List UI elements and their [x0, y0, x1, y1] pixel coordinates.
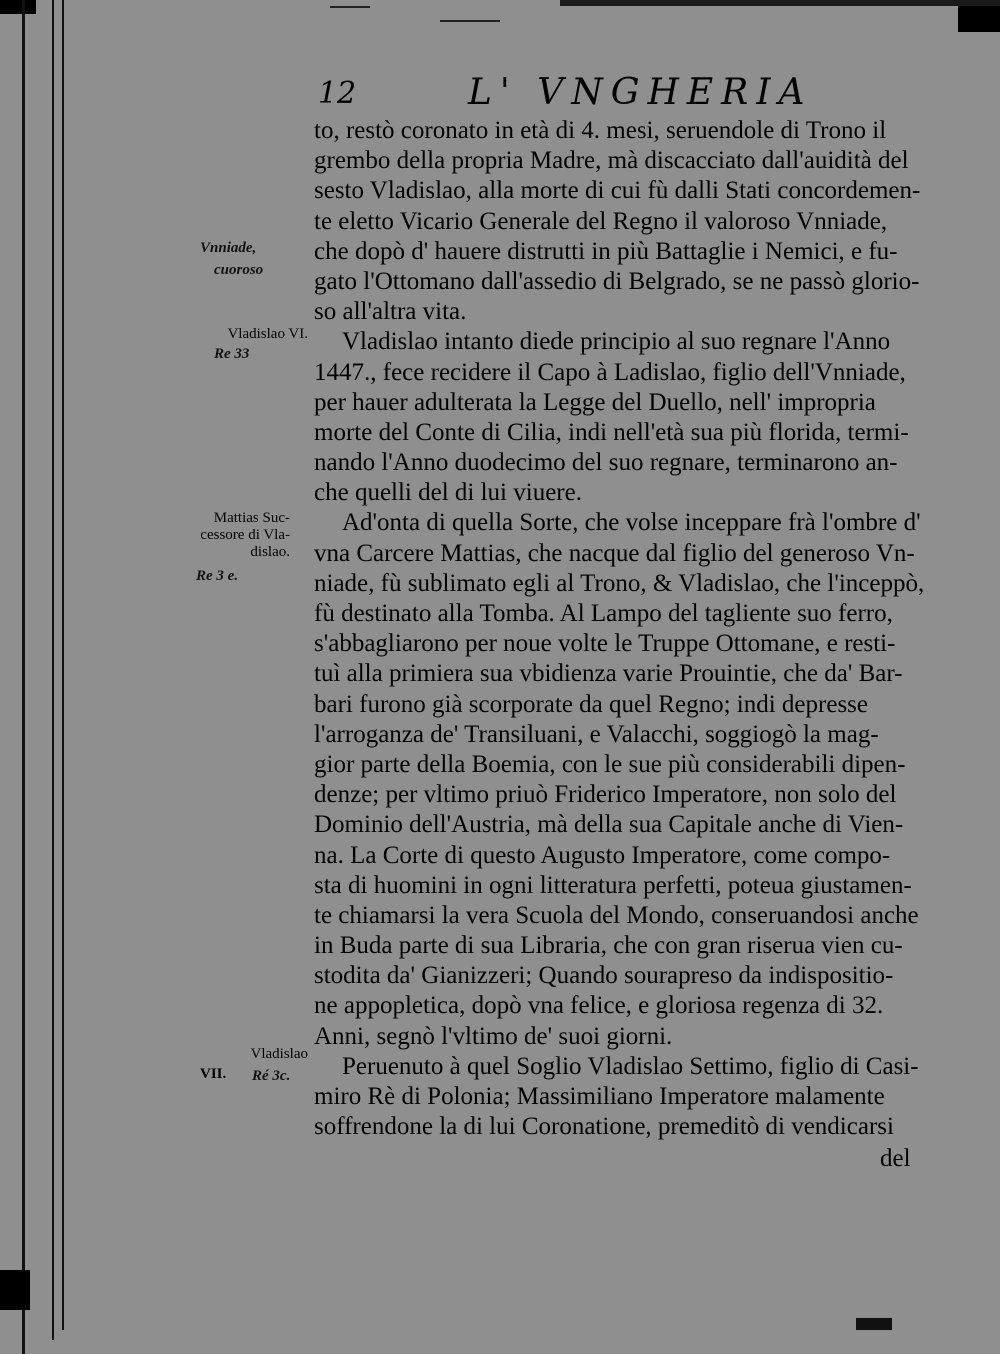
text-line: sesto Vladislao, alla morte di cui fù dalli Stati concordemen-	[314, 177, 921, 205]
text-line: Vladislao intanto diede principio al suo regnare l'Anno	[342, 328, 891, 356]
text-line: s'abbagliarono per noue volte le Truppe Ottomane, e resti-	[314, 630, 896, 658]
text-line: l'arroganza de' Transiluani, e Valacchi, soggiogò la mag-	[314, 720, 879, 748]
scan-top-edge	[560, 0, 1000, 32]
page-header	[310, 72, 830, 116]
margin-note-vladislao-vii-numeral: VII.	[200, 1066, 227, 1082]
margin-note-vladislao-vi: Vladislao VI.	[227, 326, 308, 342]
text-line: bari furono già scorporate da quel Regno; indi depresse	[314, 690, 868, 718]
text-line: Dominio dell'Austria, mà della sua Capitale anche di Vien-	[314, 811, 904, 839]
binding-line	[52, 0, 54, 1340]
text-line: che quelli del di lui viuere.	[314, 479, 582, 507]
scan-dash	[440, 20, 500, 22]
scan-bottom-mark	[856, 1318, 892, 1330]
text-line: te eletto Vicario Generale del Regno il valoroso Vnniade,	[314, 207, 888, 235]
page-binding	[0, 0, 80, 1354]
text-line: Peruenuto à quel Soglio Vladislao Settimo, figlio di Casi-	[342, 1052, 919, 1080]
handwritten-note: Ré 3c.	[252, 1068, 291, 1084]
text-line: fù destinato alla Tomba. Al Lampo del tagliente suo ferro,	[314, 600, 893, 627]
text-line: 1447., fece recidere il Capo à Ladislao, figlio dell'Vnniade,	[314, 358, 906, 386]
text-line: vna Carcere Mattias, che nacque dal figlio del generoso Vn-	[314, 539, 915, 567]
text-line: tuì alla primiera sua vbidienza varie Prouintie, che da' Bar-	[314, 660, 903, 688]
text-line: stodita da' Gianizzeri; Quando sourapreso da indispositio-	[314, 962, 894, 990]
text-line: Anni, segnò l'vltimo de' suoi giorni.	[314, 1022, 673, 1050]
handwritten-note: cuoroso	[214, 262, 264, 278]
text-line: soffrendone la di lui Coronatione, premeditò di vendicarsi	[314, 1113, 894, 1141]
text-line: na. La Corte di questo Augusto Imperatore, come compo-	[314, 841, 891, 869]
handwritten-note: Re 3 e.	[196, 568, 239, 584]
binding-line	[62, 0, 64, 1330]
text-line: so all'altra vita.	[314, 298, 467, 326]
running-title: L' VNGHERIA	[468, 72, 813, 113]
text-line: to, restò coronato in età di 4. mesi, seruendole di Trono il	[314, 117, 887, 144]
binding-corner	[0, 0, 36, 14]
text-line: miro Rè di Polonia; Massimiliano Imperatore malamente	[314, 1083, 885, 1110]
text-line: in Buda parte di sua Libraria, che con gran riserua vien cu-	[314, 932, 903, 960]
text-line: ne appopletica, dopò vna felice, e gloriosa regenza di 32.	[314, 992, 884, 1020]
page-number: 12	[318, 76, 357, 111]
text-line: te chiamarsi la vera Scuola del Mondo, conseruandosi anche	[314, 901, 919, 929]
text-line: denze; per vltimo priuò Friderico Imperatore, non solo del	[314, 781, 897, 809]
handwritten-note: Re 33	[214, 346, 250, 362]
binding-line	[22, 0, 25, 1354]
text-line: gior parte della Boemia, con le sue più considerabili dipen-	[314, 750, 906, 778]
text-line: che dopò d' hauere distrutti in più Battaglie i Nemici, e fu-	[314, 237, 898, 265]
text-line: Ad'onta di quella Sorte, che volse inceppare frà l'ombre d'	[342, 509, 921, 537]
handwritten-note: Vnniade,	[200, 240, 257, 256]
text-line: sta di huomini in ogni litteratura perfetti, poteua giustamen-	[314, 871, 912, 899]
margin-note-mattias: Mattias Suc-cessore di Vla-dislao.	[200, 510, 290, 560]
text-line: gato l'Ottomano dall'assedio di Belgrado, se ne passò glorio-	[314, 267, 920, 295]
text-line: per hauer adulterata la Legge del Duello, nell' impropria	[314, 388, 876, 416]
scan-dash	[330, 6, 370, 8]
text-line: grembo della propria Madre, mà discacciato dall'auidità del	[314, 147, 909, 175]
scan-top-blot	[958, 6, 1000, 32]
text-line: morte del Conte di Cilia, indi nell'età sua più florida, termi-	[314, 418, 909, 446]
catchword: del	[880, 1145, 911, 1172]
binding-block	[0, 1270, 30, 1310]
text-line: niade, fù sublimato egli al Trono, & Vladislao, che l'inceppò,	[314, 569, 925, 597]
body-text	[314, 116, 962, 1142]
text-line: nando l'Anno duodecimo del suo regnare, terminarono an-	[314, 449, 898, 477]
margin-note-vladislao-vii: Vladislao	[250, 1046, 308, 1062]
